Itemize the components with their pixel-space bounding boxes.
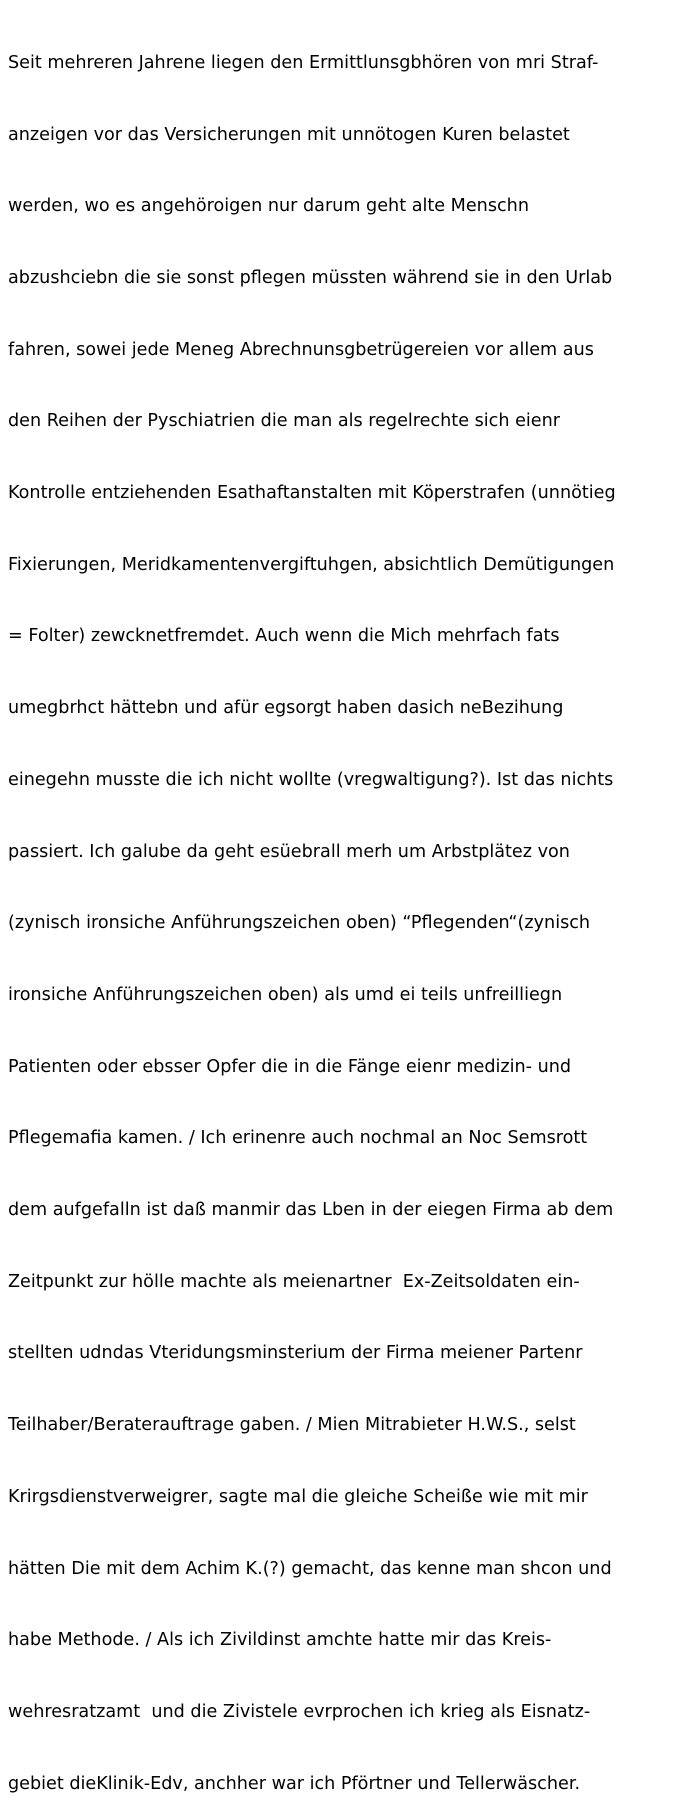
text-line-17: dem aufgefalln ist daß manmir das Lben in der eiegen Firma ab dem xyxy=(8,1200,614,1221)
text-line-22: hätten Die mit dem Achim K.(?) gemacht, das kenne man shcon und xyxy=(8,1558,612,1579)
text-line-24: wehresratzamt und die Zivistele evrprochen ich krieg als Eisnatz- xyxy=(8,1701,591,1722)
document-text xyxy=(8,4,678,1820)
text-line-18: Zeitpunkt zur hölle machte als meienartner Ex-Zeitsoldaten ein- xyxy=(8,1271,580,1292)
text-line-11: einegehn musste die ich nicht wollte (vregwaltigung?). Ist das nichts xyxy=(8,769,614,790)
text-line-25: gebiet dieKlinik-Edv, anchher war ich Pförtner und Tellerwäscher. xyxy=(8,1773,581,1794)
text-line-1: Seit mehreren Jahrene liegen den Ermittlunsgbhören von mri Straf- xyxy=(8,52,599,73)
text-line-7: Kontrolle entziehenden Esathaftanstalten mit Köperstrafen (unnötieg xyxy=(8,483,616,504)
text-line-15: Patienten oder ebsser Opfer die in die Fänge eienr medizin- und xyxy=(8,1056,572,1077)
text-line-21: Krirgsdienstverweigrer, sagte mal die gleiche Scheiße wie mit mir xyxy=(8,1486,588,1507)
text-line-10: umegbrhct hättebn und afür egsorgt haben dasich neBezihung xyxy=(8,698,564,719)
text-line-19: stellten udndas Vteridungsminsterium der Firma meiener Partenr xyxy=(8,1343,583,1364)
text-line-20: Teilhaber/Beraterauftrage gaben. / Mien Mitrabieter H.W.S., selst xyxy=(8,1415,576,1436)
text-line-6: den Reihen der Pyschiatrien die man als regelrechte sich eienr xyxy=(8,411,561,432)
text-line-9: = Folter) zewcknetfremdet. Auch wenn die Mich mehrfach fats xyxy=(8,626,560,647)
text-line-16: Pflegemafia kamen. / Ich erinenre auch nochmal an Noc Semsrott xyxy=(8,1128,588,1149)
text-line-3: werden, wo es angehöroigen nur darum geht alte Menschn xyxy=(8,196,529,217)
text-line-13: (zynisch ironsiche Anführungszeichen oben) “Pflegenden“(zynisch xyxy=(8,913,591,934)
text-line-23: habe Methode. / Als ich Zivildinst amchte hatte mir das Kreis- xyxy=(8,1630,552,1651)
text-line-4: abzushciebn die sie sonst pflegen müssten während sie in den Urlab xyxy=(8,267,613,288)
text-line-5: fahren, sowei jede Meneg Abrechnunsgbetrügereien vor allem aus xyxy=(8,339,594,360)
text-line-12: passiert. Ich galube da geht esüebrall merh um Arbstplätez von xyxy=(8,841,570,862)
text-line-14: ironsiche Anführungszeichen oben) als umd ei teils unfreilliegn xyxy=(8,984,563,1005)
text-line-2: anzeigen vor das Versicherungen mit unnötogen Kuren belastet xyxy=(8,124,570,145)
text-line-8: Fixierungen, Meridkamentenvergiftuhgen, absichtlich Demütigungen xyxy=(8,554,615,575)
